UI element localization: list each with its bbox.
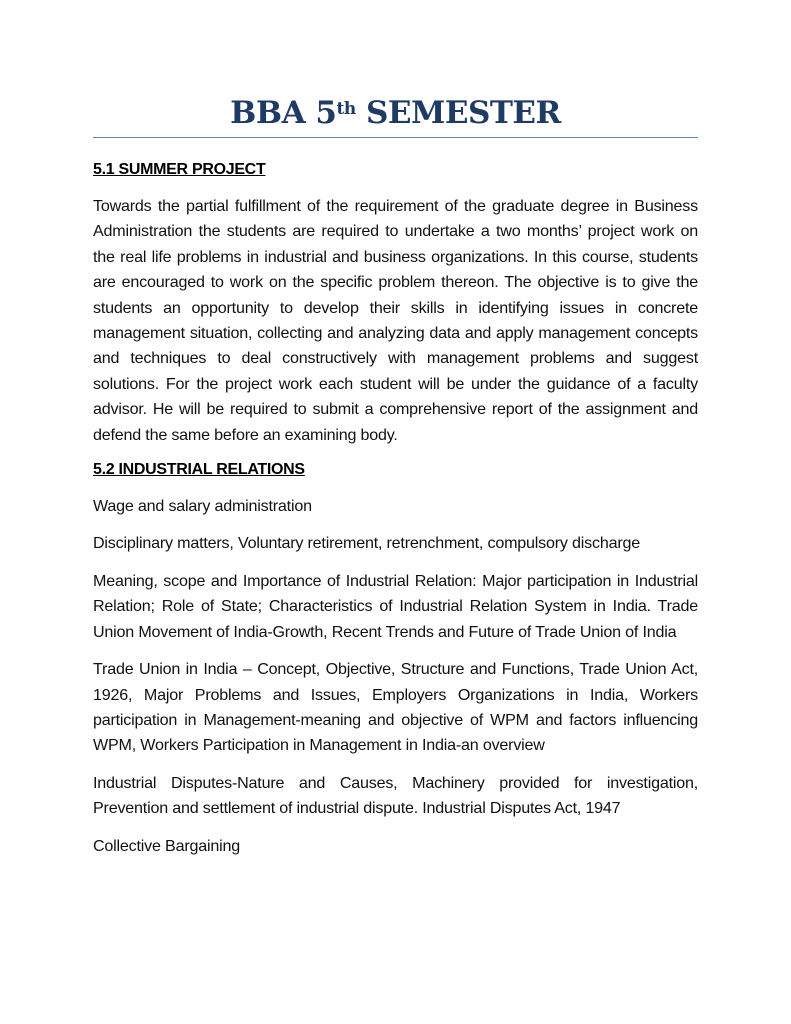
section-paragraph: Meaning, scope and Importance of Industrial Relation: Major participation in Industrial Relation; Role of State; Characteristics of Industrial Relation System in India. Trade Union Movement of India-Growth, Recent Trends and Future of Trade Union of India bbox=[93, 571, 698, 641]
section-paragraph: Towards the partial fulfillment of the requirement of the graduate degree in Business Administration the students are required to undertake a two months’ project work on the real life problems in industrial and business organizations. In this course, students are encouraged to work on the specific problem thereon. The objective is to give the students an opportunity to develop their skills in identifying issues in concrete management situation, collecting and analyzing data and apply management concepts and techniques to deal constructively with management problems and suggest solutions. For the project work each student will be under the guidance of a faculty advisor. He will be required to submit a comprehensive report of the assignment and defend the same before an examining body. bbox=[93, 197, 698, 444]
title-rest: SEMESTER bbox=[355, 95, 561, 131]
section-paragraph: Trade Union in India – Concept, Objective, Structure and Functions, Trade Union Act, 1926, Major Problems and Issues, Employers Organizations in India, Workers participation in Management-meaning and objective of WPM and factors influencing WPM, Workers Participation in Management in India-an overview bbox=[93, 660, 698, 755]
page-title bbox=[93, 94, 698, 132]
title-superscript: th bbox=[336, 99, 356, 119]
section-paragraph: Disciplinary matters, Voluntary retirement, retrenchment, compulsory discharge bbox=[93, 534, 641, 553]
section-summer-project bbox=[93, 160, 698, 448]
section-paragraph: Industrial Disputes-Nature and Causes, Machinery provided for investigation, Prevention and settlement of industrial dispute. Industrial Disputes Act, 1947 bbox=[93, 773, 698, 818]
title-divider bbox=[93, 137, 698, 138]
title-main: BBA 5 bbox=[230, 95, 337, 131]
section-industrial-relations bbox=[93, 460, 698, 859]
section-heading: 5.2 INDUSTRIAL RELATIONS bbox=[93, 461, 305, 479]
section-paragraph: Collective Bargaining bbox=[93, 836, 240, 855]
section-heading: 5.1 SUMMER PROJECT bbox=[93, 161, 266, 178]
section-paragraph: Wage and salary administration bbox=[93, 497, 312, 516]
